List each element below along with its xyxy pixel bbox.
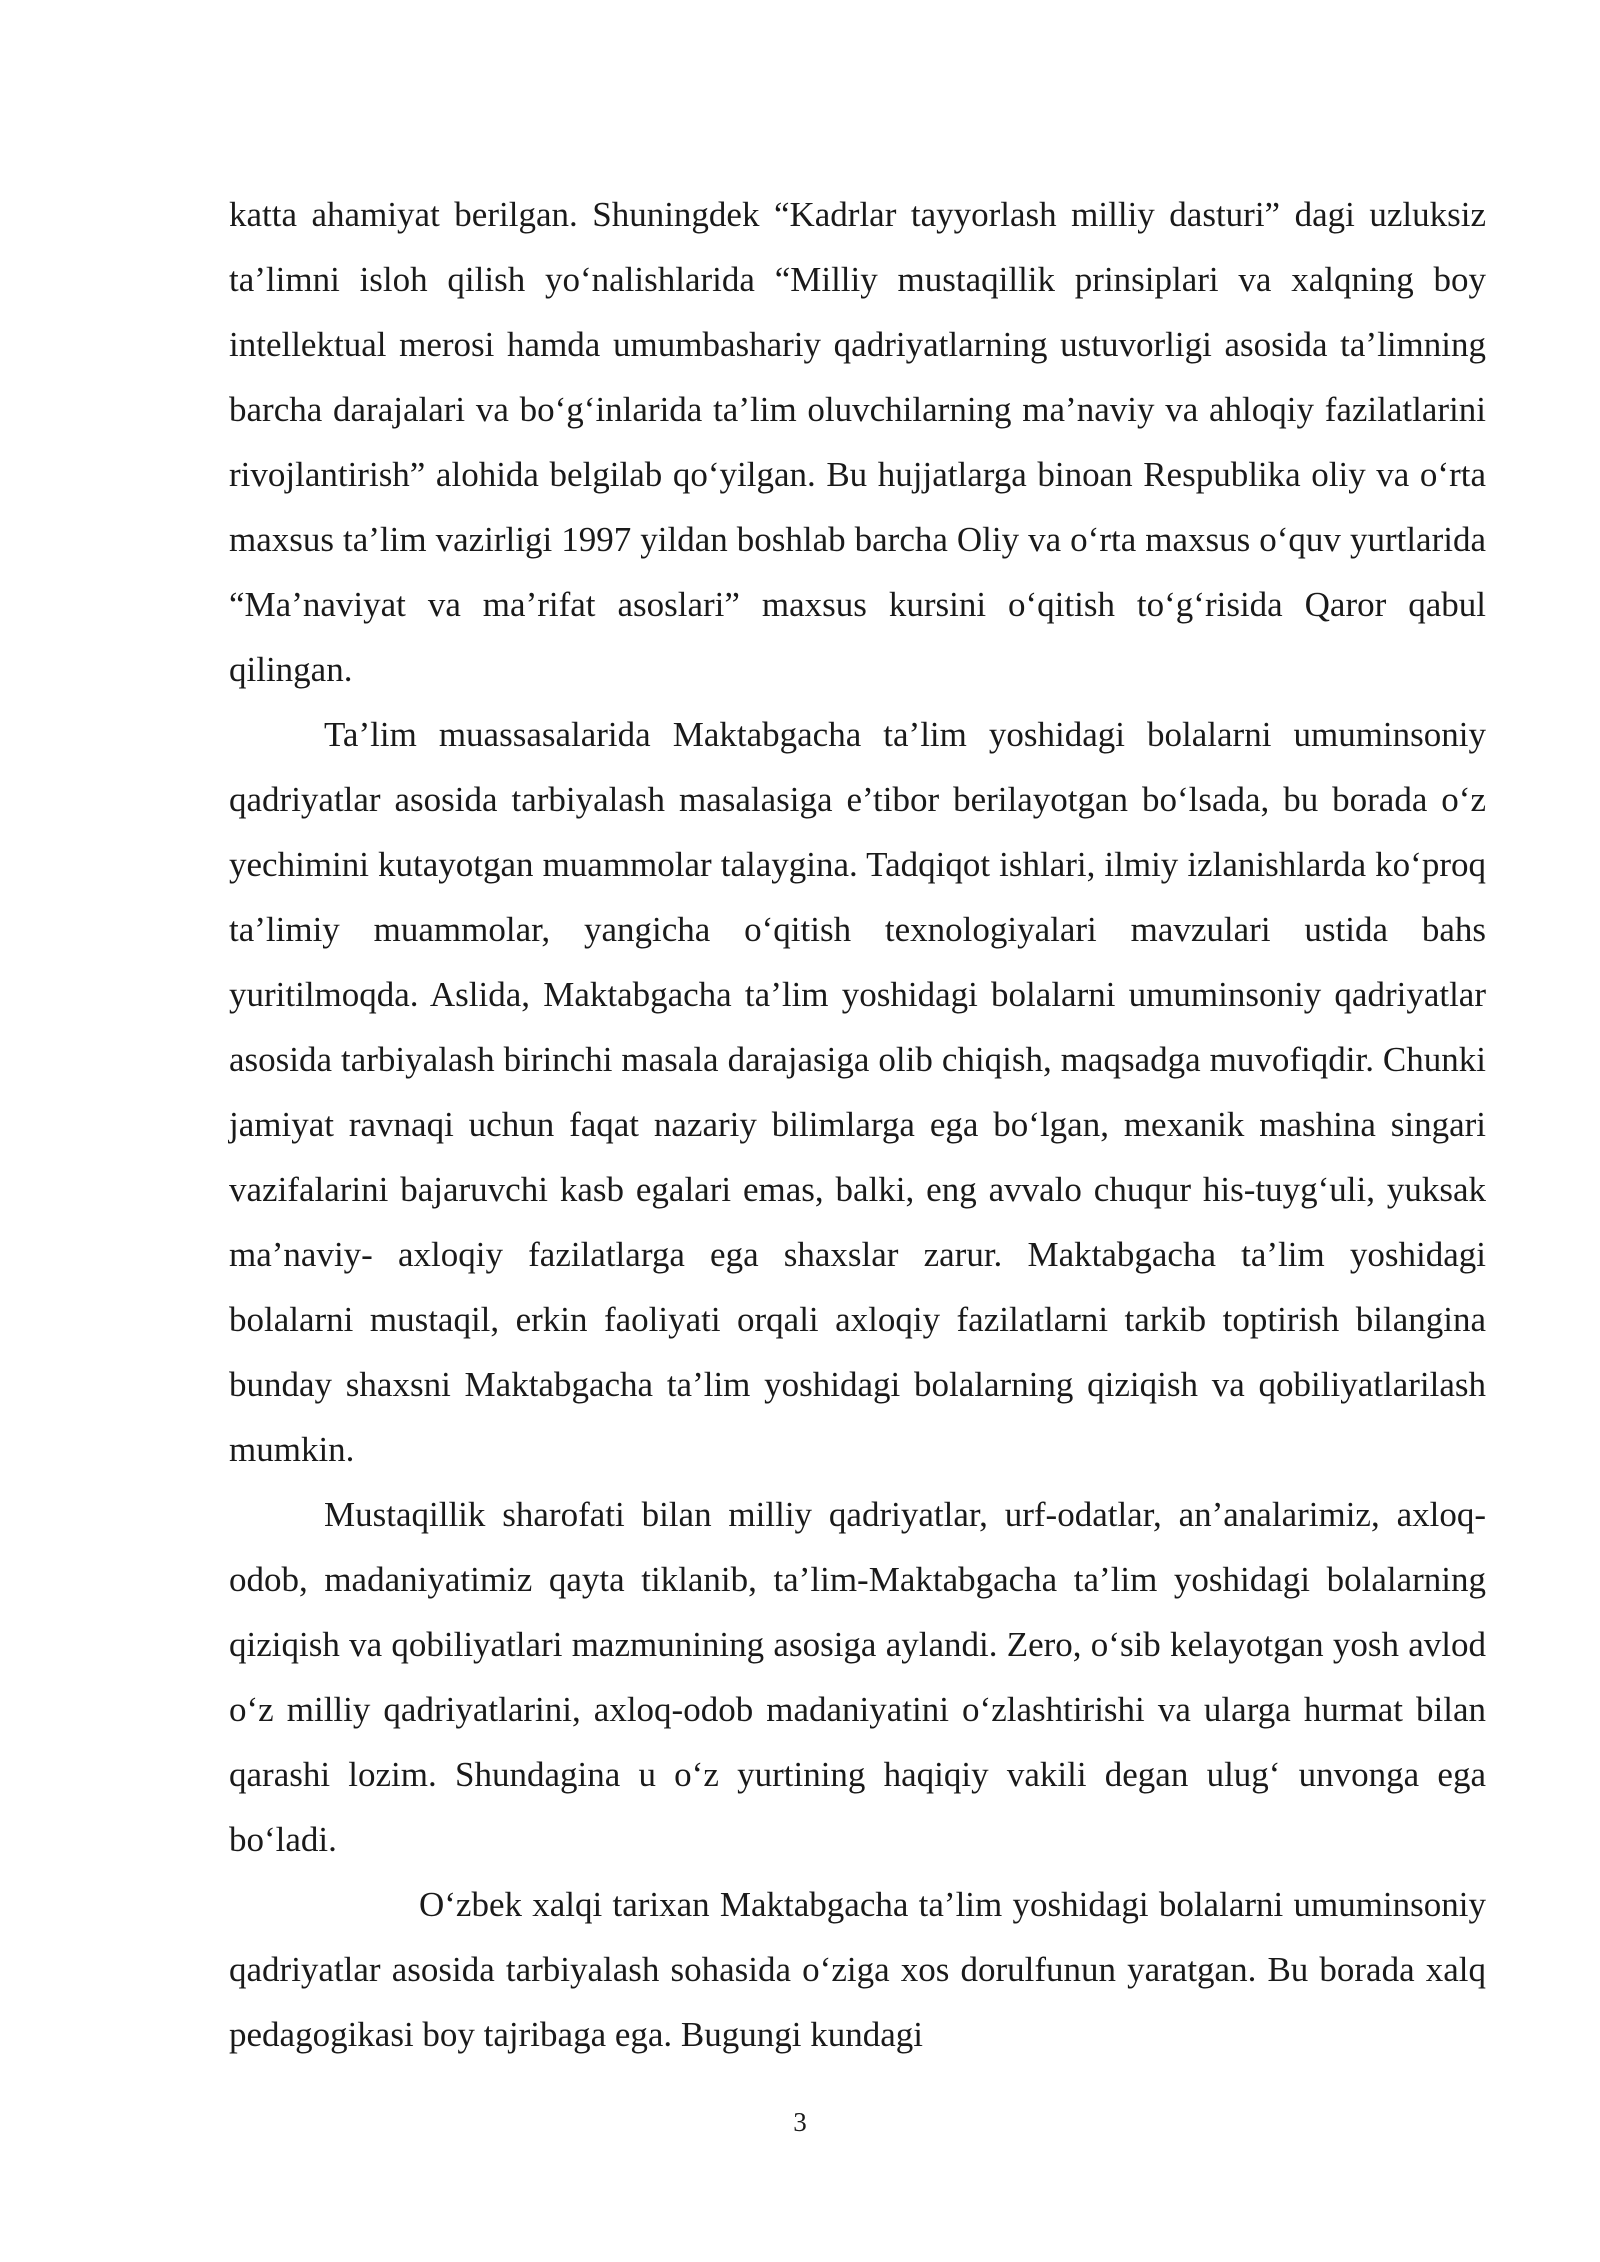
- paragraph-continuation: katta ahamiyat berilgan. Shuningdek “Kadrlar tayyorlash milliy dasturi” dagi uzluksiz ta’limni isloh qilish yo‘nalishlarida “Milliy mustaqillik prinsiplari va xalqning boy intellektual merosi hamda umumbashariy qadriyatlarning ustuvorligi asosida ta’limning barcha darajalari va bo‘g‘inlarida ta’lim oluvchilarning ma’naviy va ahloqiy fazilatlarini rivojlantirish” alohida belgilab qo‘yilgan. Bu hujjatlarga binoan Respublika oliy va o‘rta maxsus ta’lim vazirligi 1997 yildan boshlab barcha Oliy va o‘rta maxsus o‘quv yurtlarida “Ma’naviyat va ma’rifat asoslari” maxsus kursini o‘qitish to‘g‘risida Qaror qabul qilingan.: [229, 195, 1486, 689]
- paragraph-ozbek-xalqi: O‘zbek xalqi tarixan Maktabgacha ta’lim yoshidagi bolalarni umuminsoniy qadriyatlar asosida tarbiyalash sohasida o‘ziga xos dorulfunun yaratgan. Bu borada xalq pedagogikasi boy tajribaga ega. Bugungi kundagi: [229, 1885, 1486, 2054]
- page-number: 3: [793, 2107, 807, 2137]
- document-body: [229, 182, 1486, 2067]
- paragraph-mustaqillik: Mustaqillik sharofati bilan milliy qadriyatlar, urf-odatlar, an’analarimiz, axloq-odob, madaniyatimiz qayta tiklanib, ta’lim-Maktabgacha ta’lim yoshidagi bolalarning qiziqish va qobiliyatlari mazmunining asosiga aylandi. Zero, o‘sib kelayotgan yosh avlod o‘z milliy qadriyatlarini, axloq-odob madaniyatini o‘zlashtirishi va ularga hurmat bilan qarashi lozim. Shundagina u o‘z yurtining haqiqiy vakili degan ulug‘ unvonga ega bo‘ladi.: [229, 1495, 1486, 1859]
- paragraph-talim-muassasalarida: Ta’lim muassasalarida Maktabgacha ta’lim yoshidagi bolalarni umuminsoniy qadriyatlar asosida tarbiyalash masalasiga e’tibor berilayotgan bo‘lsada, bu borada o‘z yechimini kutayotgan muammolar talaygina. Tadqiqot ishlari, ilmiy izlanishlarda ko‘proq ta’limiy muammolar, yangicha o‘qitish texnologiyalari mavzulari ustida bahs yuritilmoqda. Aslida, Maktabgacha ta’lim yoshidagi bolalarni umuminsoniy qadriyatlar asosida tarbiyalash birinchi masala darajasiga olib chiqish, maqsadga muvofiqdir. Chunki jamiyat ravnaqi uchun faqat nazariy bilimlarga ega bo‘lgan, mexanik mashina singari vazifalarini bajaruvchi kasb egalari emas, balki, eng avvalo chuqur his-tuyg‘uli, yuksak ma’naviy- axloqiy fazilatlarga ega shaxslar zarur. Maktabgacha ta’lim yoshidagi bolalarni mustaqil, erkin faoliyati orqali axloqiy fazilatlarni tarkib toptirish bilangina bunday shaxsni Maktabgacha ta’lim yoshidagi bolalarning qiziqish va qobiliyatlarilash mumkin.: [229, 715, 1486, 1469]
